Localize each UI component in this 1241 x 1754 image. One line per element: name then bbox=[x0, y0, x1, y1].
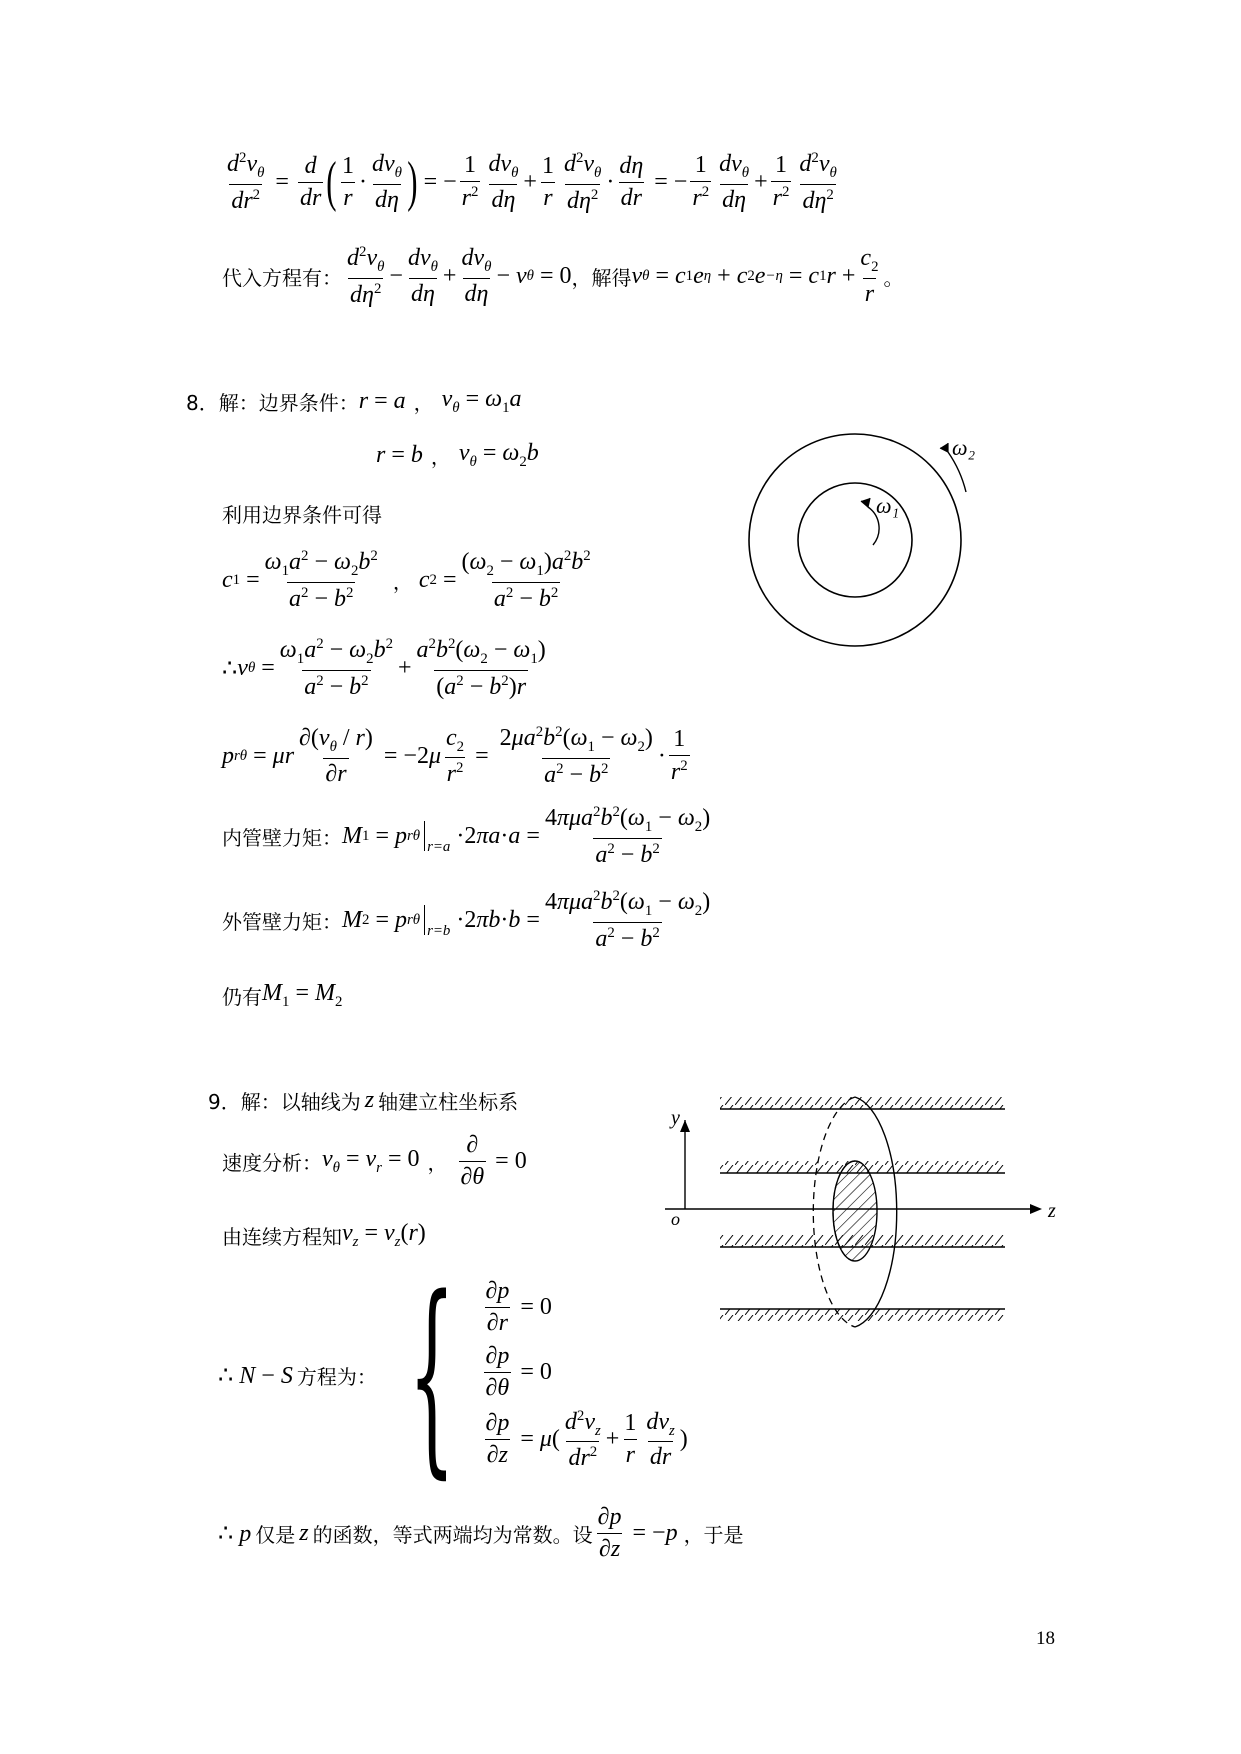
period: 。 bbox=[883, 265, 904, 290]
problem8-outer-torque: 外管壁力矩： M 2 = p rθ $_{r=b}$ ·2 πb · b = $\frac{4\pi\mu a^2b^2(\omega_1 - \omega_2)}{a^2 - b^2}$ bbox=[222, 888, 711, 952]
problem9-header: 9．解：以轴线为 z 轴建立柱坐标系 bbox=[208, 1087, 519, 1114]
separator: ， bbox=[427, 1151, 448, 1175]
separator: ， bbox=[430, 444, 451, 469]
pipe-flow-figure bbox=[655, 1095, 1055, 1330]
problem8-header: 8．解：边界条件： r = a ， $v_\theta = \omega_1a$ bbox=[186, 386, 522, 416]
problem9-ns-system: ∴ N − S 方程为： { $\frac{\partial p}{\partial r}$ = 0 $\frac{\partial p}{\partial\theta}$ = 0 $\frac{\partial p}{\partial z}$ = μ ( $\frac{d^2v_z}{dr^2}$ + $\frac{1}{r}$ $\frac{dv_z}{dr}$ ) bbox=[218, 1252, 688, 1497]
problem8-inner-torque: 内管壁力矩： M 1 = p rθ $_{r=a}$ ·2 πa · a = $\frac{4\pi\mu a^2b^2(\omega_1 - \omega_2)}{a^2 - b^2}$ bbox=[222, 804, 711, 868]
z-axis-label: z bbox=[1048, 1200, 1056, 1222]
problem9-label-after: 轴建立柱坐标系 bbox=[378, 1090, 519, 1114]
separator: ， bbox=[392, 569, 413, 594]
page-number: 18 bbox=[1036, 1628, 1055, 1649]
y-axis-label: y bbox=[671, 1107, 680, 1129]
annulus-cross-section bbox=[833, 1161, 877, 1261]
problem8-condition2: r = b ， $v_\theta = \omega_2b$ bbox=[376, 440, 539, 470]
then-text: ，于是 bbox=[683, 1523, 744, 1547]
velocity-label: 速度分析： bbox=[222, 1151, 322, 1175]
equation-substitution: 代入方程有： $\frac{d^2v_\theta}{d\eta^2}$ − $\frac{dv_\theta}{d\eta}$ + $\frac{dv_\theta}{d\eta}$ − v θ = 0 ，解得 v θ = c 1 e η + c 2 e −η = c 1 r + $\frac{c_2}{r}$ 。 bbox=[222, 244, 904, 308]
inner-torque-label: 内管壁力矩： bbox=[222, 825, 342, 850]
omega1-label: ω₁ bbox=[876, 493, 900, 518]
ns-label: 方程为： bbox=[296, 1364, 377, 1389]
problem8-label: 8．解：边界条件： bbox=[186, 390, 359, 415]
problem8-use-boundary: 利用边界条件可得 bbox=[222, 503, 382, 527]
substitute-label: 代入方程有： bbox=[222, 265, 342, 290]
equation-second-derivative: $\frac{d^2v_\theta}{dr^2}$ = $\frac{d}{dr}$ ( $\frac{1}{r}$ · $\frac{dv_\theta}{d\eta}$ ) = − $\frac{1}{r^2}$ $\frac{dv_\theta}{d\eta}$ + $\frac{1}{r}$ $\frac{d^2v_\theta}{d\eta^2}$ · $\frac{d\eta}{dr}$ = − $\frac{1}{r^2}$ $\frac{dv_\theta}{d\eta}$ + $\frac{1}{r^2}$ $\frac{d^2v_\theta}{d\eta^2}$ bbox=[227, 150, 837, 214]
still-have-label: 仍有 bbox=[222, 984, 262, 1009]
origin-label: o bbox=[671, 1209, 680, 1229]
solve-label: ，解得 bbox=[571, 265, 632, 290]
only-is-text: 仅是 bbox=[255, 1523, 296, 1547]
function-text: 的函数，等式两端均为常数。设 bbox=[312, 1523, 593, 1547]
problem9-velocity: 速度分析： $v_\theta = v_r = 0$ ， $\frac{\partial}{\partial\theta}$ = 0 bbox=[222, 1132, 527, 1190]
continuity-label: 由连续方程知 bbox=[222, 1224, 342, 1249]
problem9-continuity: 由连续方程知 $v_z = v_z(r)$ bbox=[222, 1220, 426, 1250]
problem8-velocity: ∴ v θ = $\frac{\omega_1a^2 - \omega_2b^2}{a^2 - b^2}$ + $\frac{a^2b^2(\omega_2 - \omega_1)}{(a^2 - b^2)r}$ bbox=[222, 636, 546, 700]
problem9-conclusion: ∴ p 仅是 z 的函数，等式两端均为常数。设 $\frac{\partial p}{\partial z}$ = − p ，于是 bbox=[218, 1504, 744, 1562]
outer-cylinder bbox=[749, 434, 961, 646]
omega2-label: ω₂ bbox=[952, 435, 976, 460]
separator: ， bbox=[413, 390, 434, 415]
outer-torque-label: 外管壁力矩： bbox=[222, 909, 342, 934]
problem8-constants: c 1 = $\frac{\omega_1a^2 - \omega_2b^2}{a^2 - b^2}$ ， c 2 = $\frac{(\omega_2 - \omega_1)a^2b^2}{a^2 - b^2}$ bbox=[222, 548, 591, 612]
problem8-shear-stress: p rθ = μr $\frac{\partial(v_\theta / r)}{\partial r}$ = −2 μ $\frac{c_2}{r^2}$ = $\frac{2\mu a^2b^2(\omega_1 - \omega_2)}{a^2 - b^2}$ · $\frac{1}{r^2}$ bbox=[222, 724, 688, 788]
problem8-torque-equal: 仍有 $M_1 = M_2$ bbox=[222, 980, 343, 1010]
problem9-label: 9．解：以轴线为 bbox=[208, 1090, 361, 1114]
concentric-cylinders-figure bbox=[740, 425, 976, 655]
